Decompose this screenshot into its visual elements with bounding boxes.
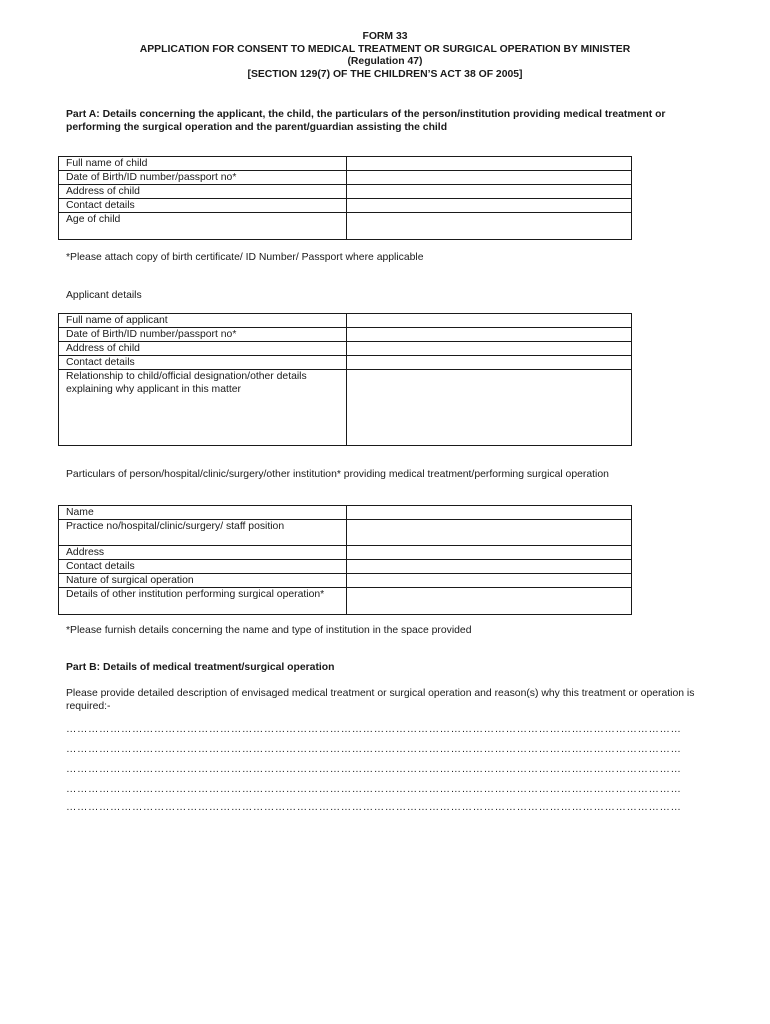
part-b-heading: Part B: Details of medical treatment/surgical operation (66, 662, 335, 673)
row-label: Address of child (59, 185, 347, 199)
child-age-field[interactable] (347, 213, 632, 240)
provider-name-field[interactable] (347, 506, 632, 520)
applicant-details-heading: Applicant details (66, 290, 142, 301)
applicant-address-field[interactable] (347, 342, 632, 356)
provider-details-table (58, 505, 632, 615)
applicant-full-name-field[interactable] (347, 314, 632, 328)
table-row (59, 574, 632, 588)
table-row (59, 356, 632, 370)
row-label: Contact details (59, 560, 347, 574)
row-label: Date of Birth/ID number/passport no* (59, 171, 347, 185)
other-institution-details-field[interactable] (347, 588, 632, 615)
table-row (59, 506, 632, 520)
table-row (59, 185, 632, 199)
form-header (0, 31, 770, 81)
form-title: APPLICATION FOR CONSENT TO MEDICAL TREATMENT OR SURGICAL OPERATION BY MINISTER (139, 43, 631, 55)
table-row (59, 560, 632, 574)
row-label: Full name of applicant (59, 314, 347, 328)
regulation-ref: (Regulation 47) (347, 56, 423, 67)
applicant-details-table (58, 313, 632, 446)
dotted-answer-line[interactable]: …………………………………………………………………………………………………………………………………………………… (66, 744, 682, 755)
provider-heading: Particulars of person/hospital/clinic/surgery/other institution* providing medical treatment/performing surgical operation (66, 469, 609, 480)
surgical-operation-nature-field[interactable] (347, 574, 632, 588)
table-row (59, 342, 632, 356)
row-label: Contact details (59, 356, 347, 370)
table-row (59, 370, 632, 446)
table-row (59, 588, 632, 615)
row-label: Nature of surgical operation (59, 574, 347, 588)
provider-address-field[interactable] (347, 546, 632, 560)
dotted-answer-line[interactable]: …………………………………………………………………………………………………………………………………………………… (66, 764, 682, 775)
applicant-contact-field[interactable] (347, 356, 632, 370)
child-full-name-field[interactable] (347, 157, 632, 171)
section-ref: [SECTION 129(7) OF THE CHILDREN’S ACT 38 OF 2005] (247, 68, 523, 80)
row-label: Details of other institution performing surgical operation* (59, 588, 347, 615)
form-number: FORM 33 (362, 31, 408, 42)
child-contact-field[interactable] (347, 199, 632, 213)
row-label: Practice no/hospital/clinic/surgery/ staff position (59, 520, 347, 546)
table-row (59, 546, 632, 560)
row-label: Address (59, 546, 347, 560)
provider-practice-no-field[interactable] (347, 520, 632, 546)
child-dob-id-field[interactable] (347, 171, 632, 185)
table-row (59, 171, 632, 185)
table-row (59, 314, 632, 328)
table-row (59, 213, 632, 240)
dotted-answer-line[interactable]: …………………………………………………………………………………………………………………………………………………… (66, 784, 682, 795)
table-row (59, 328, 632, 342)
row-label: Age of child (59, 213, 347, 240)
applicant-dob-id-field[interactable] (347, 328, 632, 342)
dotted-answer-line[interactable]: …………………………………………………………………………………………………………………………………………………… (66, 724, 682, 735)
row-label: Relationship to child/official designation/other details explaining why applicant in this matter (59, 370, 347, 446)
part-a-heading: Part A: Details concerning the applicant, the child, the particulars of the person/institution providing medical treatment or performing the surgical operation and the parent/guardian assisting the child (66, 109, 666, 133)
institution-note: *Please furnish details concerning the name and type of institution in the space provided (66, 625, 472, 636)
birth-certificate-note: *Please attach copy of birth certificate/ ID Number/ Passport where applicable (66, 252, 424, 263)
child-details-table (58, 156, 632, 240)
row-label: Address of child (59, 342, 347, 356)
table-row (59, 157, 632, 171)
child-address-field[interactable] (347, 185, 632, 199)
dotted-answer-line[interactable]: …………………………………………………………………………………………………………………………………………………… (66, 802, 682, 813)
table-row (59, 520, 632, 546)
row-label: Contact details (59, 199, 347, 213)
table-row (59, 199, 632, 213)
part-b-instruction: Please provide detailed description of envisaged medical treatment or surgical operation and reason(s) why this treatment or operation is required:- (66, 688, 695, 712)
row-label: Name (59, 506, 347, 520)
row-label: Date of Birth/ID number/passport no* (59, 328, 347, 342)
applicant-relationship-field[interactable] (347, 370, 632, 446)
provider-contact-field[interactable] (347, 560, 632, 574)
row-label: Full name of child (59, 157, 347, 171)
